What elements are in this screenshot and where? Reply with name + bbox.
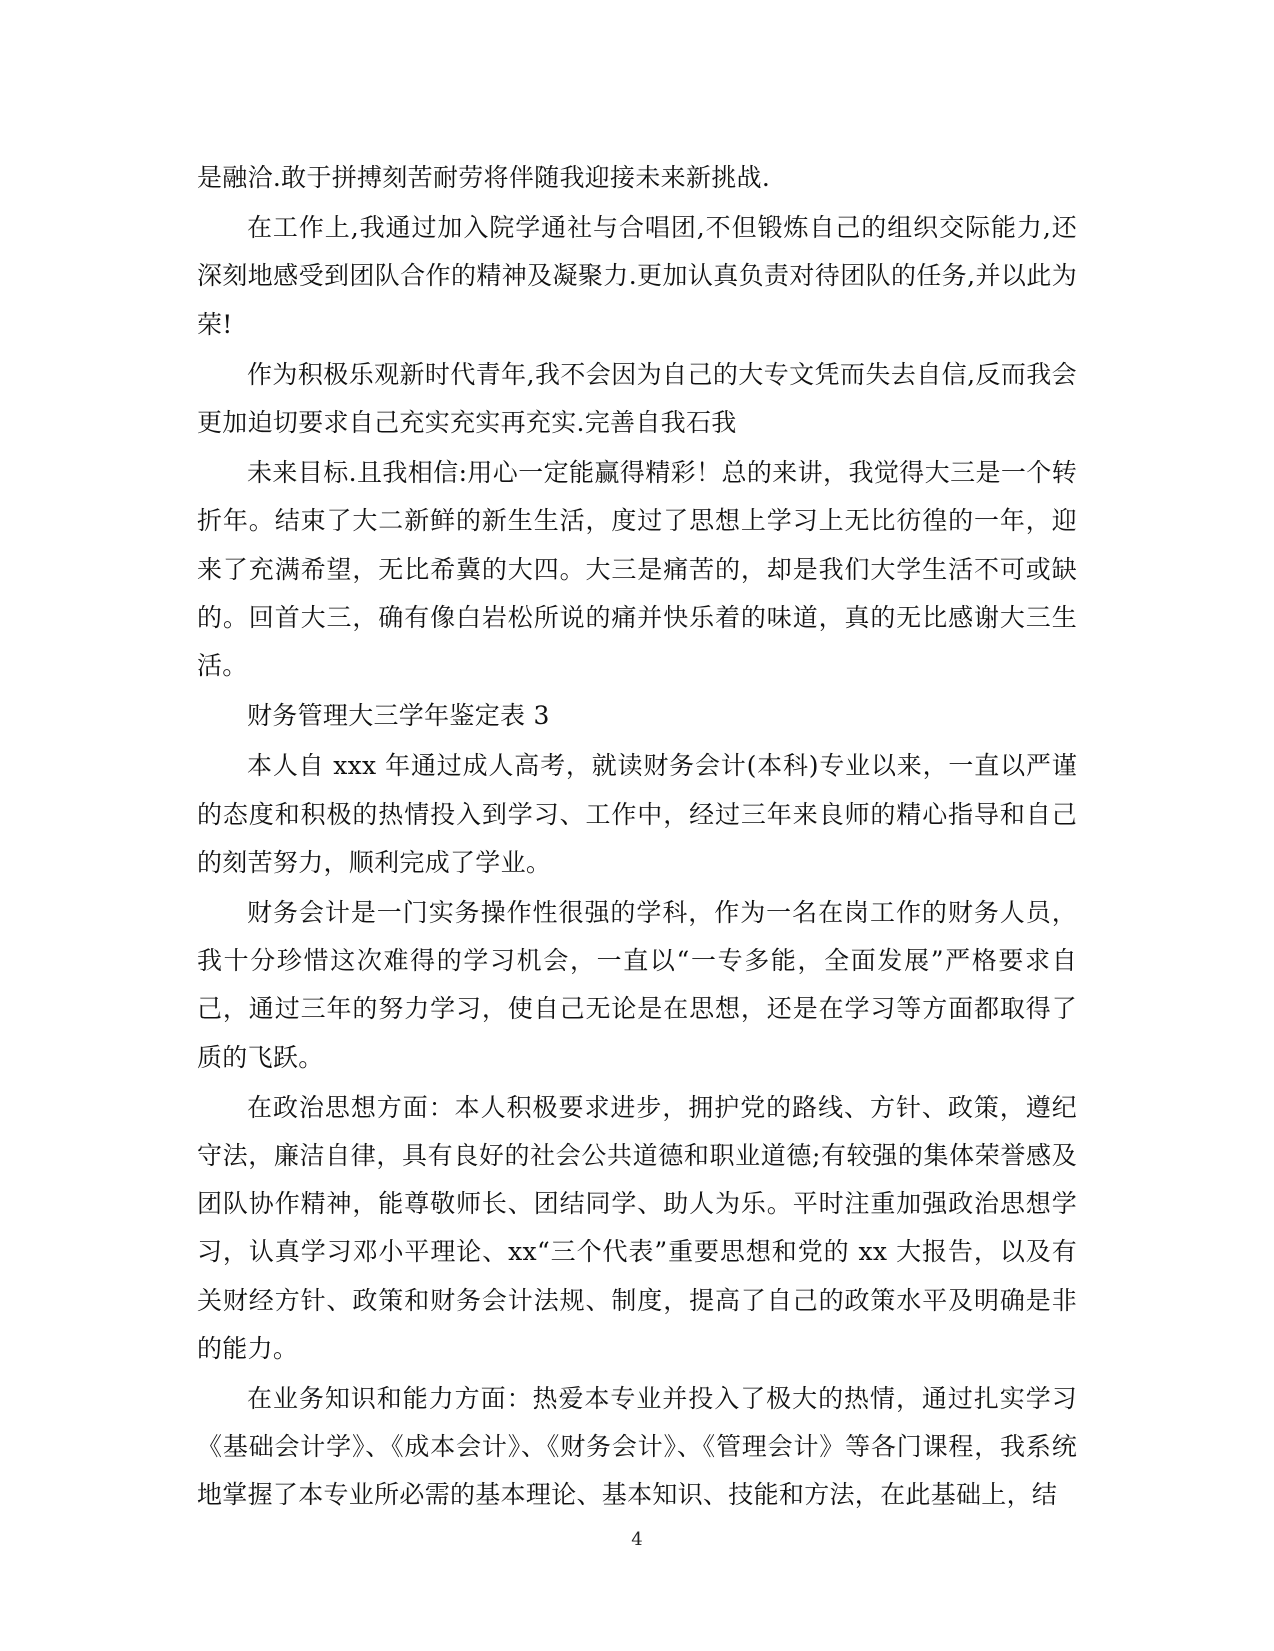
paragraph: 本人自 xxx 年通过成人高考，就读财务会计(本科)专业以来，一直以严谨的态度和积极的热情投入到学习、工作中，经过三年来良师的精心指导和自己的刻苦努力，顺利完成了学业。 bbox=[197, 751, 1077, 877]
section-heading: 财务管理大三学年鉴定表 3 bbox=[247, 701, 550, 731]
paragraph: 财务会计是一门实务操作性很强的学科，作为一名在岗工作的财务人员，我十分珍惜这次难得的学习机会，一直以“一专多能，全面发展”严格要求自己，通过三年的努力学习，使自己无论是在思想，还是在学习等方面都取得了质的飞跃。 bbox=[197, 898, 1077, 1072]
document-body bbox=[197, 154, 1077, 1522]
paragraph: 在政治思想方面：本人积极要求进步，拥护党的路线、方针、政策，遵纪守法，廉洁自律，具有良好的社会公共道德和职业道德;有较强的集体荣誉感及团队协作精神，能尊敬师长、团结同学、助人为乐。平时注重加强政治思想学习，认真学习邓小平理论、xx“三个代表”重要思想和党的 xx 大报告，以及有关财经方针、政策和财务会计法规、制度，提高了自己的政策水平及明确是非的能力。 bbox=[197, 1092, 1077, 1363]
paragraph: 是融洽.敢于拼搏刻苦耐劳将伴随我迎接未来新挑战. bbox=[197, 163, 771, 192]
paragraph: 作为积极乐观新时代青年,我不会因为自己的大专文凭而失去自信,反而我会更加迫切要求自己充实充实再充实.完善自我石我 bbox=[197, 359, 1077, 438]
paragraph: 在业务知识和能力方面：热爱本专业并投入了极大的热情，通过扎实学习《基础会计学》、《成本会计》、《财务会计》、《管理会计》等各门课程，我系统地掌握了本专业所必需的基本理论、基本知识、技能和方法，在此基础上，结 bbox=[197, 1384, 1077, 1510]
paragraph: 在工作上,我通过加入院学通社与合唱团,不但锻炼自己的组织交际能力,还深刻地感受到团队合作的精神及凝聚力.更加认真负责对待团队的任务,并以此为荣! bbox=[197, 213, 1077, 339]
page-number: 4 bbox=[631, 1529, 643, 1550]
paragraph: 未来目标.且我相信:用心一定能赢得精彩！总的来讲，我觉得大三是一个转折年。结束了大二新鲜的新生生活，度过了思想上学习上无比彷徨的一年，迎来了充满希望，无比希冀的大四。大三是痛苦的，却是我们大学生活不可或缺的。回首大三，确有像白岩松所说的痛并快乐着的味道，真的无比感谢大三生活。 bbox=[197, 458, 1077, 681]
